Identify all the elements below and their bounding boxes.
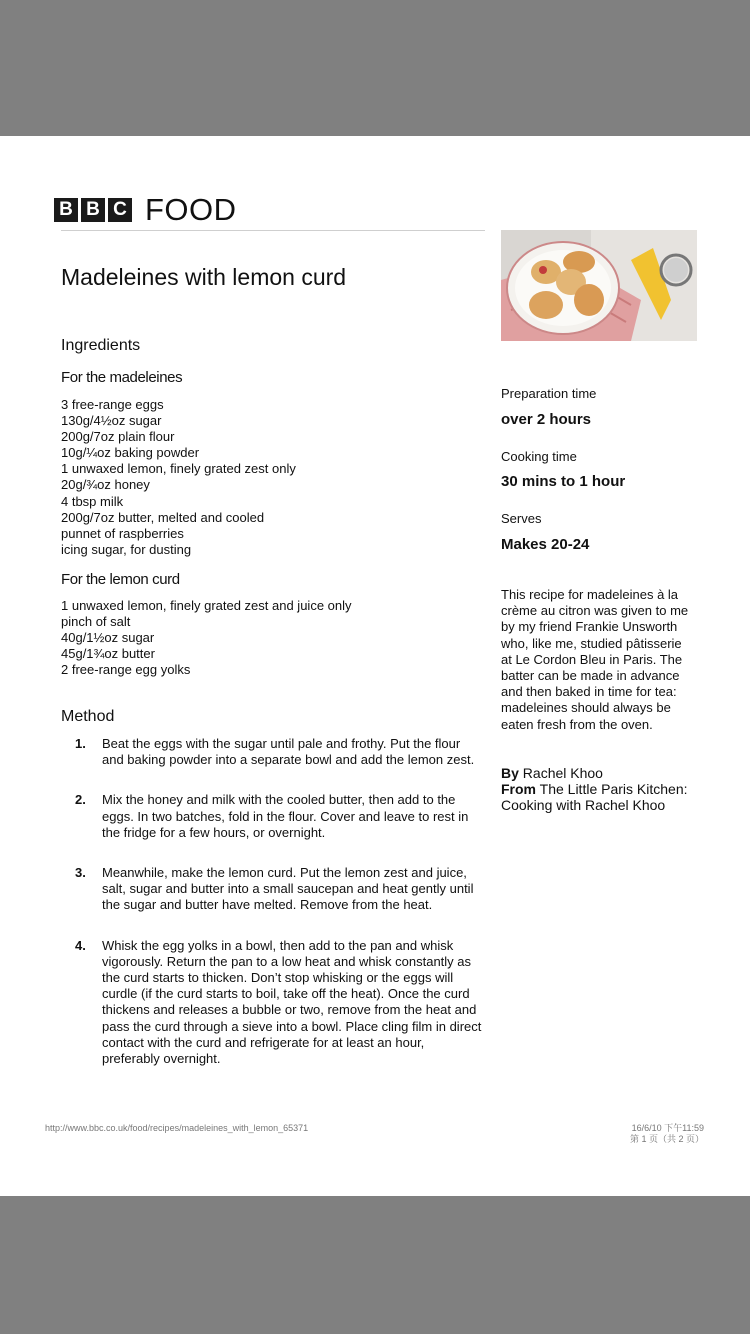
lemon-curd-subheading: For the lemon curd: [61, 571, 180, 588]
ingredient-item: 200g/7oz butter, melted and cooled: [61, 509, 265, 525]
recipe-description: This recipe for madeleines à la crème au citron was given to me by my friend Frankie Unsworth who, like me, studied pâtisserie at Le Cordon Bleu in Paris. The batter can be made in advance and then baked in time for tea: madeleines should always be eaten fresh from the oven.: [501, 587, 689, 732]
footer-url[interactable]: http://www.bbc.co.uk/food/recipes/madeleines_with_lemon_65371: [45, 1123, 309, 1133]
step-number: 4.: [75, 937, 86, 953]
footer-print-info: [590, 1123, 704, 1145]
ingredient-item: 20g/¾oz honey: [61, 477, 150, 493]
serves-label: Serves: [501, 511, 542, 526]
header-divider: [61, 230, 485, 231]
step-number: 1.: [75, 736, 86, 751]
method-step: [61, 736, 485, 768]
ingredient-item: punnet of raspberries: [61, 525, 184, 541]
by-label: By: [501, 765, 519, 781]
step-number: 2.: [75, 792, 86, 808]
recipe-photo: [501, 230, 697, 341]
method-steps: [61, 736, 485, 1067]
step-number: 3.: [75, 865, 86, 881]
step-text: Mix the honey and milk with the cooled butter, then add to the eggs. In two batches, fold in the flour. Cover and leave to rest in the fridge for a few hours, or overnight.: [102, 792, 469, 840]
madeleines-plate-image: [501, 230, 697, 341]
method-heading: Method: [61, 708, 115, 725]
logo-box-b2: B: [81, 198, 105, 222]
ingredient-item: 2 free-range egg yolks: [61, 662, 191, 678]
logo-food-text: FOOD: [145, 192, 237, 227]
ingredient-item: 200g/7oz plain flour: [61, 429, 175, 445]
step-text: Meanwhile, make the lemon curd. Put the lemon zest and juice, salt, sugar and butter into a small saucepan and heat gently until the sugar and butter have melted. Remove from the heat.: [102, 865, 474, 913]
prep-time-value: over 2 hours: [501, 411, 592, 428]
prep-time-label: Preparation time: [501, 386, 597, 401]
cook-time-label: Cooking time: [501, 449, 577, 464]
ingredient-item: 4 tbsp milk: [61, 493, 124, 509]
ingredient-item: 1 unwaxed lemon, finely grated zest and juice only: [61, 598, 352, 613]
source-line: [501, 781, 701, 813]
recipe-title: Madeleines with lemon curd: [61, 264, 347, 290]
logo-box-c: C: [108, 198, 132, 222]
ingredients-heading: Ingredients: [61, 337, 141, 354]
footer-page-count: 第 1 页（共 2 页）: [629, 1134, 704, 1144]
method-step: [61, 865, 485, 914]
step-text: Whisk the egg yolks in a bowl, then add to the pan and whisk vigorously. Return the pan to a low heat and whisk constantly as the curd starts to thicken. Don’t stop whisking or the eggs will curdle (if the curd starts to boil, take off the heat). Once the curd thickens and releases a bubble or two, remove from the heat and pass the curd through a sieve into a bowl. Place cling film in direct contact with the curd and refrigerate for at least an hour, preferably overnight.: [102, 937, 482, 1067]
ingredient-item: icing sugar, for dusting: [61, 541, 192, 557]
ingredient-item: 10g/¼oz baking powder: [61, 445, 200, 461]
madeleines-ingredient-list: [61, 397, 296, 558]
serves-value: Makes 20-24: [501, 536, 590, 553]
print-page: [0, 136, 750, 1196]
source-title[interactable]: The Little Paris Kitchen: Cooking with Rachel Khoo: [501, 781, 688, 814]
author-line: [501, 765, 701, 781]
logo-box-b1: B: [54, 198, 78, 222]
ingredient-item: 45g/1¾oz butter: [61, 646, 155, 662]
ingredient-item: 130g/4½oz sugar: [61, 413, 162, 429]
bbc-food-logo[interactable]: [54, 192, 237, 227]
from-label: From: [501, 781, 536, 798]
cook-time-value: 30 mins to 1 hour: [501, 473, 626, 490]
author-name[interactable]: Rachel Khoo: [522, 765, 603, 781]
ingredient-item: 1 unwaxed lemon, finely grated zest only: [61, 461, 296, 477]
method-step: [61, 792, 485, 841]
step-text: Beat the eggs with the sugar until pale and frothy. Put the flour and baking powder into a separate bowl and add the lemon zest.: [102, 736, 475, 768]
ingredient-item: pinch of salt: [61, 614, 131, 630]
lemon-curd-ingredient-list: [61, 598, 352, 678]
ingredient-item: 40g/1½oz sugar: [61, 630, 155, 646]
madeleines-subheading: For the madeleines: [61, 369, 183, 386]
method-step: [61, 938, 485, 1068]
footer-datetime: 16/6/10 下午11:59: [631, 1123, 704, 1133]
ingredient-item: 3 free-range eggs: [61, 397, 164, 412]
recipe-credits: [501, 765, 701, 814]
